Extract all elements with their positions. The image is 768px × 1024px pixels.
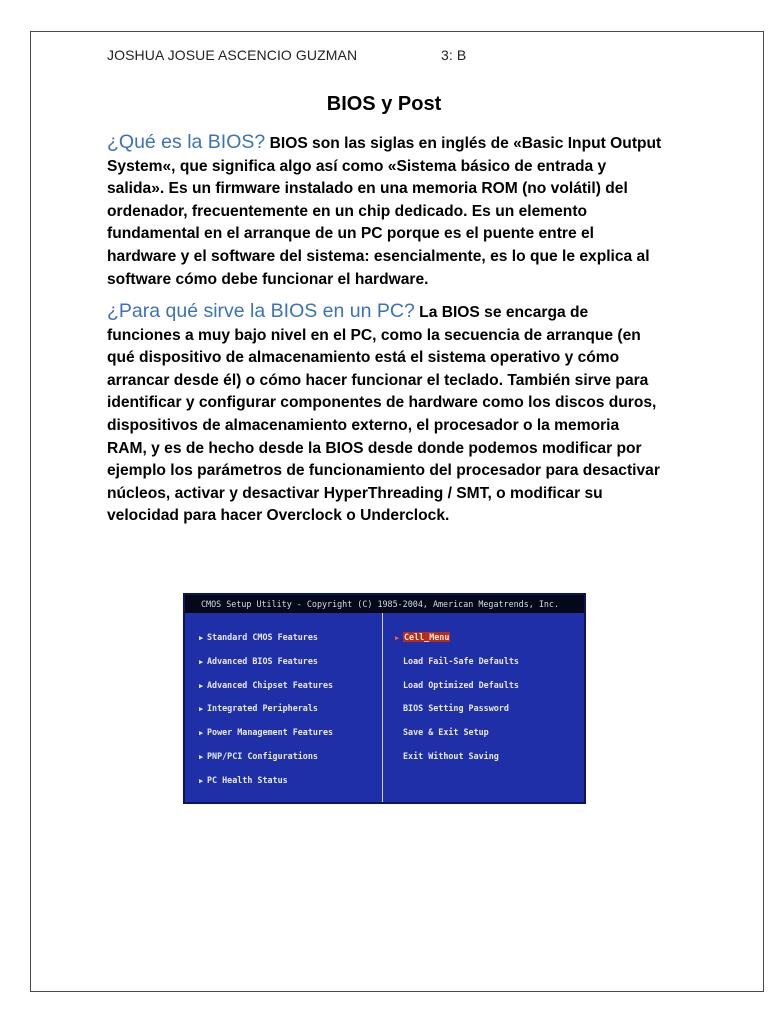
bios-menu-item-selected: ▶ Cell_Menu: [395, 632, 450, 642]
arrow-right-icon: ▶: [199, 634, 204, 642]
bios-menu-item: ▶ Standard CMOS Features: [199, 632, 318, 642]
section-para-que-sirve: [107, 300, 663, 528]
bios-menu-item: ▶ Advanced Chipset Features: [199, 680, 334, 690]
bios-menu-item: Save & Exit Setup: [403, 727, 489, 737]
bios-screenshot-figure: [183, 593, 586, 804]
arrow-right-icon: ▶: [199, 753, 204, 761]
arrow-right-icon: ▶: [199, 705, 204, 713]
author-name: JOSHUA JOSUE ASCENCIO GUZMAN: [107, 47, 358, 63]
bios-menu-item: ▶ Advanced BIOS Features: [199, 656, 318, 666]
bios-menu-item: Load Optimized Defaults: [403, 680, 519, 690]
section-text: La BIOS se encarga de funciones a muy bajo nivel en el PC, como la secuencia de arranque (en qué dispositivo de almacenamiento está el sistema operativo y cómo arrancar desde él) o cómo hacer funcionar el teclado. También sirve para identificar y configurar componentes de hardware como los discos duros, dispositivos de almacenamiento externo, el procesador o la memoria RAM, y es de hecho desde la BIOS desde donde podemos modificar por ejemplo los parámetros de funcionamiento del procesador para desactivar núcleos, activar y desactivar HyperThreading / SMT, o modificar su velocidad para hacer Overclock o Underclock.: [107, 304, 660, 525]
arrow-right-icon: ▶: [199, 729, 204, 737]
arrow-right-icon: ▶: [199, 658, 204, 666]
bios-menu-item: ▶ PNP/PCI Configurations: [199, 751, 318, 761]
section-question: ¿Qué es la BIOS?: [107, 131, 266, 153]
group-label: 3: B: [441, 47, 467, 63]
bios-menu-item: ▶ PC Health Status: [199, 775, 288, 785]
bios-menu-item: Load Fail-Safe Defaults: [403, 656, 519, 666]
arrow-right-icon: ▶: [199, 682, 204, 690]
bios-menu-item: BIOS Setting Password: [403, 703, 509, 713]
document-header: [107, 47, 467, 63]
bios-menu-item: Exit Without Saving: [403, 751, 499, 761]
section-text: BIOS son las siglas en inglés de «Basic Input Output System«, que significa algo así como «Sistema básico de entrada y salida». Es un firmware instalado en una memoria ROM (no volátil) del ordenador, frecuentemente en un chip dedicado. Es un elemento fundamental en el arranque de un PC porque es el puente entre el hardware y el software del sistema: esencialmente, es lo que le explica al software cómo debe funcionar el hardware.: [107, 135, 662, 288]
section-question: ¿Para qué sirve la BIOS en un PC?: [107, 300, 415, 322]
page-title: BIOS y Post: [326, 93, 442, 115]
arrow-right-icon: ▶: [199, 777, 204, 785]
arrow-right-icon: ▶: [395, 634, 400, 642]
bios-column-divider: [382, 613, 383, 802]
bios-title-bar: CMOS Setup Utility - Copyright (C) 1985-2004, American Megatrends, Inc.: [185, 595, 584, 613]
section-que-es-bios: [107, 131, 663, 291]
bios-menu-item: ▶ Integrated Peripherals: [199, 703, 318, 713]
bios-menu-item: ▶ Power Management Features: [199, 727, 334, 737]
